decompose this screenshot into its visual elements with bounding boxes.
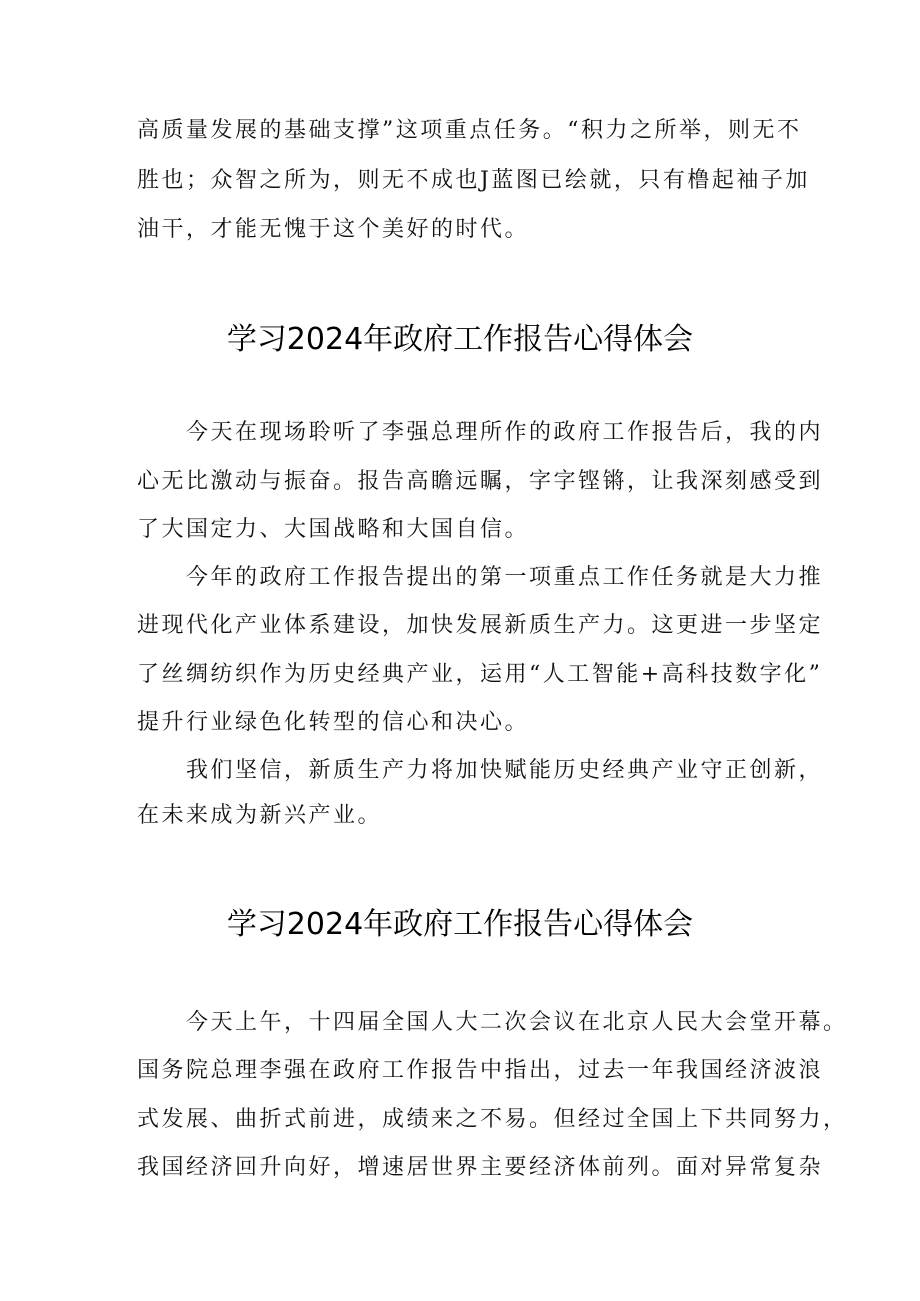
section-1-line-5: 进现代化产业体系建设，加快发展新质生产力。这更进一步坚定: [137, 613, 824, 638]
section-1-line-8: 我们坚信，新质生产力将加快赋能历史经典产业守正创新，: [186, 758, 824, 783]
intro-line-1: 高质量发展的基础支撑”这项重点任务。“积力之所举，则无不: [137, 118, 802, 143]
intro-line-2: 胜也；众智之所为，则无不成也J蓝图已绘就，只有橹起袖子加: [137, 168, 810, 193]
section-1-line-4: 今年的政府工作报告提出的第一项重点工作任务就是大力推: [186, 565, 824, 590]
section-1-line-6: 了丝绸纺织作为历史经典产业，运用“人工智能+高科技数字化”: [137, 662, 823, 687]
section-2-title: 学习2024年政府工作报告心得体会: [226, 907, 694, 942]
section-1-line-2: 心无比激动与振奋。报告高瞻远瞩，字字铿锵，让我深刻感受到: [137, 469, 824, 494]
section-1-line-3: 了大国定力、大国战略和大国自信。: [137, 517, 530, 542]
section-1-title: 学习2024年政府工作报告心得体会: [226, 322, 694, 357]
section-2-line-2: 国务院总理李强在政府工作报告中指出，过去一年我国经济波浪: [137, 1058, 824, 1083]
section-1-line-9: 在未来成为新兴产业。: [137, 803, 383, 828]
section-2-line-4: 我国经济回升向好，增速居世界主要经济体前列。面对异常复杂: [137, 1155, 824, 1180]
section-1-line-7: 提升行业绿色化转型的信心和决心。: [137, 710, 530, 735]
section-2-line-1: 今天上午，十四届全国人大二次会议在北京人民大会堂开幕。: [186, 1010, 848, 1035]
intro-line-3: 油干，才能无愧于这个美好的时代。: [137, 217, 530, 242]
section-2-line-3: 式发展、曲折式前进，成绩来之不易。但经过全国上下共同努力，: [137, 1107, 848, 1132]
section-1-line-1: 今天在现场聆听了李强总理所作的政府工作报告后，我的内: [186, 420, 824, 445]
